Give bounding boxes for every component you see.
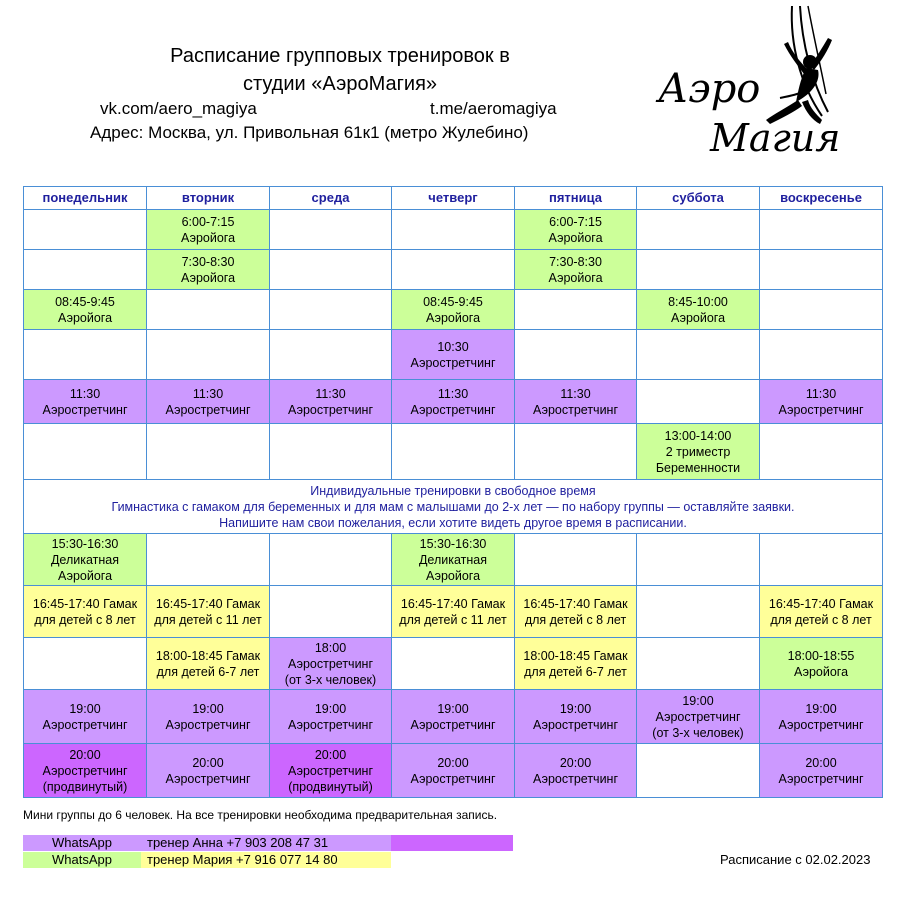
class-cell: 19:00 Аэростретчинг: [24, 690, 147, 744]
empty-cell: [760, 250, 883, 290]
whatsapp-label: WhatsApp: [52, 852, 112, 867]
class-cell: 15:30-16:30 Деликатная Аэройога: [392, 534, 515, 586]
class-cell: 08:45-9:45 Аэройога: [392, 290, 515, 330]
empty-cell: [515, 424, 637, 480]
empty-cell: [637, 534, 760, 586]
class-cell: 6:00-7:15 Аэройога: [147, 210, 270, 250]
class-cell: 19:00 Аэростретчинг: [515, 690, 637, 744]
empty-cell: [147, 534, 270, 586]
table-row: [24, 290, 883, 330]
notice-line-2: Гимнастика с гамаком для беременных и для мам с малышами до 2-х лет — по набору группы — оставляйте заявки.: [111, 499, 795, 514]
empty-cell: [760, 534, 883, 586]
contact-maria[interactable]: [23, 852, 391, 868]
empty-cell: [24, 250, 147, 290]
empty-cell: [270, 210, 392, 250]
empty-cell: [147, 424, 270, 480]
empty-cell: [270, 250, 392, 290]
day-header-fri: пятница: [515, 187, 637, 210]
schedule-table: [23, 186, 883, 798]
class-cell: 19:00 Аэростретчинг: [147, 690, 270, 744]
class-cell: 20:00 Аэростретчинг (продвинутый): [270, 744, 392, 798]
class-cell: 8:45-10:00 Аэройога: [637, 290, 760, 330]
empty-cell: [24, 638, 147, 690]
class-cell: 20:00 Аэростретчинг (продвинутый): [24, 744, 147, 798]
day-header-mon: понедельник: [24, 187, 147, 210]
empty-cell: [392, 250, 515, 290]
logo-text-aero: Аэро: [658, 66, 761, 112]
class-cell: 19:00 Аэростретчинг: [270, 690, 392, 744]
class-cell: 18:00 Аэростретчинг (от 3-х человек): [270, 638, 392, 690]
header: [0, 0, 900, 180]
trainer-anna-phone[interactable]: тренер Анна +7 903 208 47 31: [147, 835, 329, 850]
table-row: [24, 690, 883, 744]
table-row: [24, 250, 883, 290]
empty-cell: [637, 380, 760, 424]
class-cell: 16:45-17:40 Гамак для детей с 8 лет: [24, 586, 147, 638]
trainer-maria-phone[interactable]: тренер Мария +7 916 077 14 80: [147, 852, 338, 867]
class-cell: 08:45-9:45 Аэройога: [24, 290, 147, 330]
day-header-thu: четверг: [392, 187, 515, 210]
contact-anna[interactable]: [23, 835, 513, 851]
class-cell: 19:00 Аэростретчинг: [392, 690, 515, 744]
empty-cell: [24, 210, 147, 250]
empty-cell: [760, 290, 883, 330]
page-title-line-2: студии «АэроМагия»: [242, 73, 438, 95]
empty-cell: [515, 290, 637, 330]
class-cell: 20:00 Аэростретчинг: [515, 744, 637, 798]
class-cell: 20:00 Аэростретчинг: [392, 744, 515, 798]
table-row: [24, 744, 883, 798]
whatsapp-label: WhatsApp: [52, 835, 112, 850]
class-cell: 16:45-17:40 Гамак для детей с 11 лет: [392, 586, 515, 638]
empty-cell: [147, 330, 270, 380]
empty-cell: [392, 424, 515, 480]
empty-cell: [270, 290, 392, 330]
class-cell: 16:45-17:40 Гамак для детей с 11 лет: [147, 586, 270, 638]
class-cell: 15:30-16:30 Деликатная Аэройога: [24, 534, 147, 586]
table-row: [24, 380, 883, 424]
notice-line-1: Индивидуальные тренировки в свободное время: [310, 483, 596, 498]
class-cell: 19:00 Аэростретчинг (от 3-х человек): [637, 690, 760, 744]
empty-cell: [760, 424, 883, 480]
empty-cell: [760, 210, 883, 250]
class-cell: 19:00 Аэростретчинг: [760, 690, 883, 744]
class-cell: 11:30 Аэростретчинг: [515, 380, 637, 424]
empty-cell: [24, 330, 147, 380]
empty-cell: [270, 586, 392, 638]
class-cell: 11:30 Аэростретчинг: [24, 380, 147, 424]
day-header-sat: суббота: [637, 187, 760, 210]
empty-cell: [270, 534, 392, 586]
day-header-wed: среда: [270, 187, 392, 210]
empty-cell: [760, 330, 883, 380]
class-cell: 18:00-18:45 Гамак для детей 6-7 лет: [147, 638, 270, 690]
class-cell: 20:00 Аэростретчинг: [760, 744, 883, 798]
class-cell: 13:00-14:00 2 триместр Беременности: [637, 424, 760, 480]
class-cell: 7:30-8:30 Аэройога: [147, 250, 270, 290]
class-cell: 18:00-18:45 Гамак для детей 6-7 лет: [515, 638, 637, 690]
group-size-note: Мини группы до 6 человек. На все тренировки необходима предварительная запись.: [23, 808, 498, 822]
empty-cell: [637, 638, 760, 690]
class-cell: 16:45-17:40 Гамак для детей с 8 лет: [760, 586, 883, 638]
day-header-row: [24, 187, 883, 210]
page-title-line-1: Расписание групповых тренировок в: [170, 45, 510, 67]
vk-link[interactable]: vk.com/aero_magiya: [100, 99, 257, 118]
empty-cell: [270, 424, 392, 480]
empty-cell: [515, 534, 637, 586]
table-row: [24, 330, 883, 380]
table-row: [24, 210, 883, 250]
notice-cell: [24, 480, 883, 534]
class-cell: 16:45-17:40 Гамак для детей с 8 лет: [515, 586, 637, 638]
table-row: [24, 534, 883, 586]
empty-cell: [637, 210, 760, 250]
class-cell: 11:30 Аэростретчинг: [760, 380, 883, 424]
empty-cell: [637, 330, 760, 380]
class-cell: 7:30-8:30 Аэройога: [515, 250, 637, 290]
schedule-start-date: Расписание с 02.02.2023: [720, 852, 871, 867]
aeromagia-logo: [650, 4, 870, 164]
table-row: [24, 424, 883, 480]
logo-text-magia: Магия: [710, 116, 841, 160]
empty-cell: [637, 744, 760, 798]
class-cell: 11:30 Аэростретчинг: [147, 380, 270, 424]
notice-line-3: Напишите нам свои пожелания, если хотите видеть другое время в расписании.: [219, 515, 687, 530]
empty-cell: [392, 210, 515, 250]
table-row: [24, 638, 883, 690]
address: Адрес: Москва, ул. Привольная 61к1 (метро Жулебино): [90, 123, 529, 142]
empty-cell: [24, 424, 147, 480]
empty-cell: [270, 330, 392, 380]
class-cell: 18:00-18:55 Аэройога: [760, 638, 883, 690]
empty-cell: [515, 330, 637, 380]
class-cell: 11:30 Аэростретчинг: [392, 380, 515, 424]
class-cell: 20:00 Аэростретчинг: [147, 744, 270, 798]
telegram-link[interactable]: t.me/aeromagiya: [430, 99, 557, 118]
day-header-sun: воскресенье: [760, 187, 883, 210]
empty-cell: [637, 250, 760, 290]
day-header-tue: вторник: [147, 187, 270, 210]
notice-row: [24, 480, 883, 534]
empty-cell: [637, 586, 760, 638]
empty-cell: [147, 290, 270, 330]
class-cell: 6:00-7:15 Аэройога: [515, 210, 637, 250]
empty-cell: [392, 638, 515, 690]
class-cell: 11:30 Аэростретчинг: [270, 380, 392, 424]
class-cell: 10:30 Аэростретчинг: [392, 330, 515, 380]
table-row: [24, 586, 883, 638]
